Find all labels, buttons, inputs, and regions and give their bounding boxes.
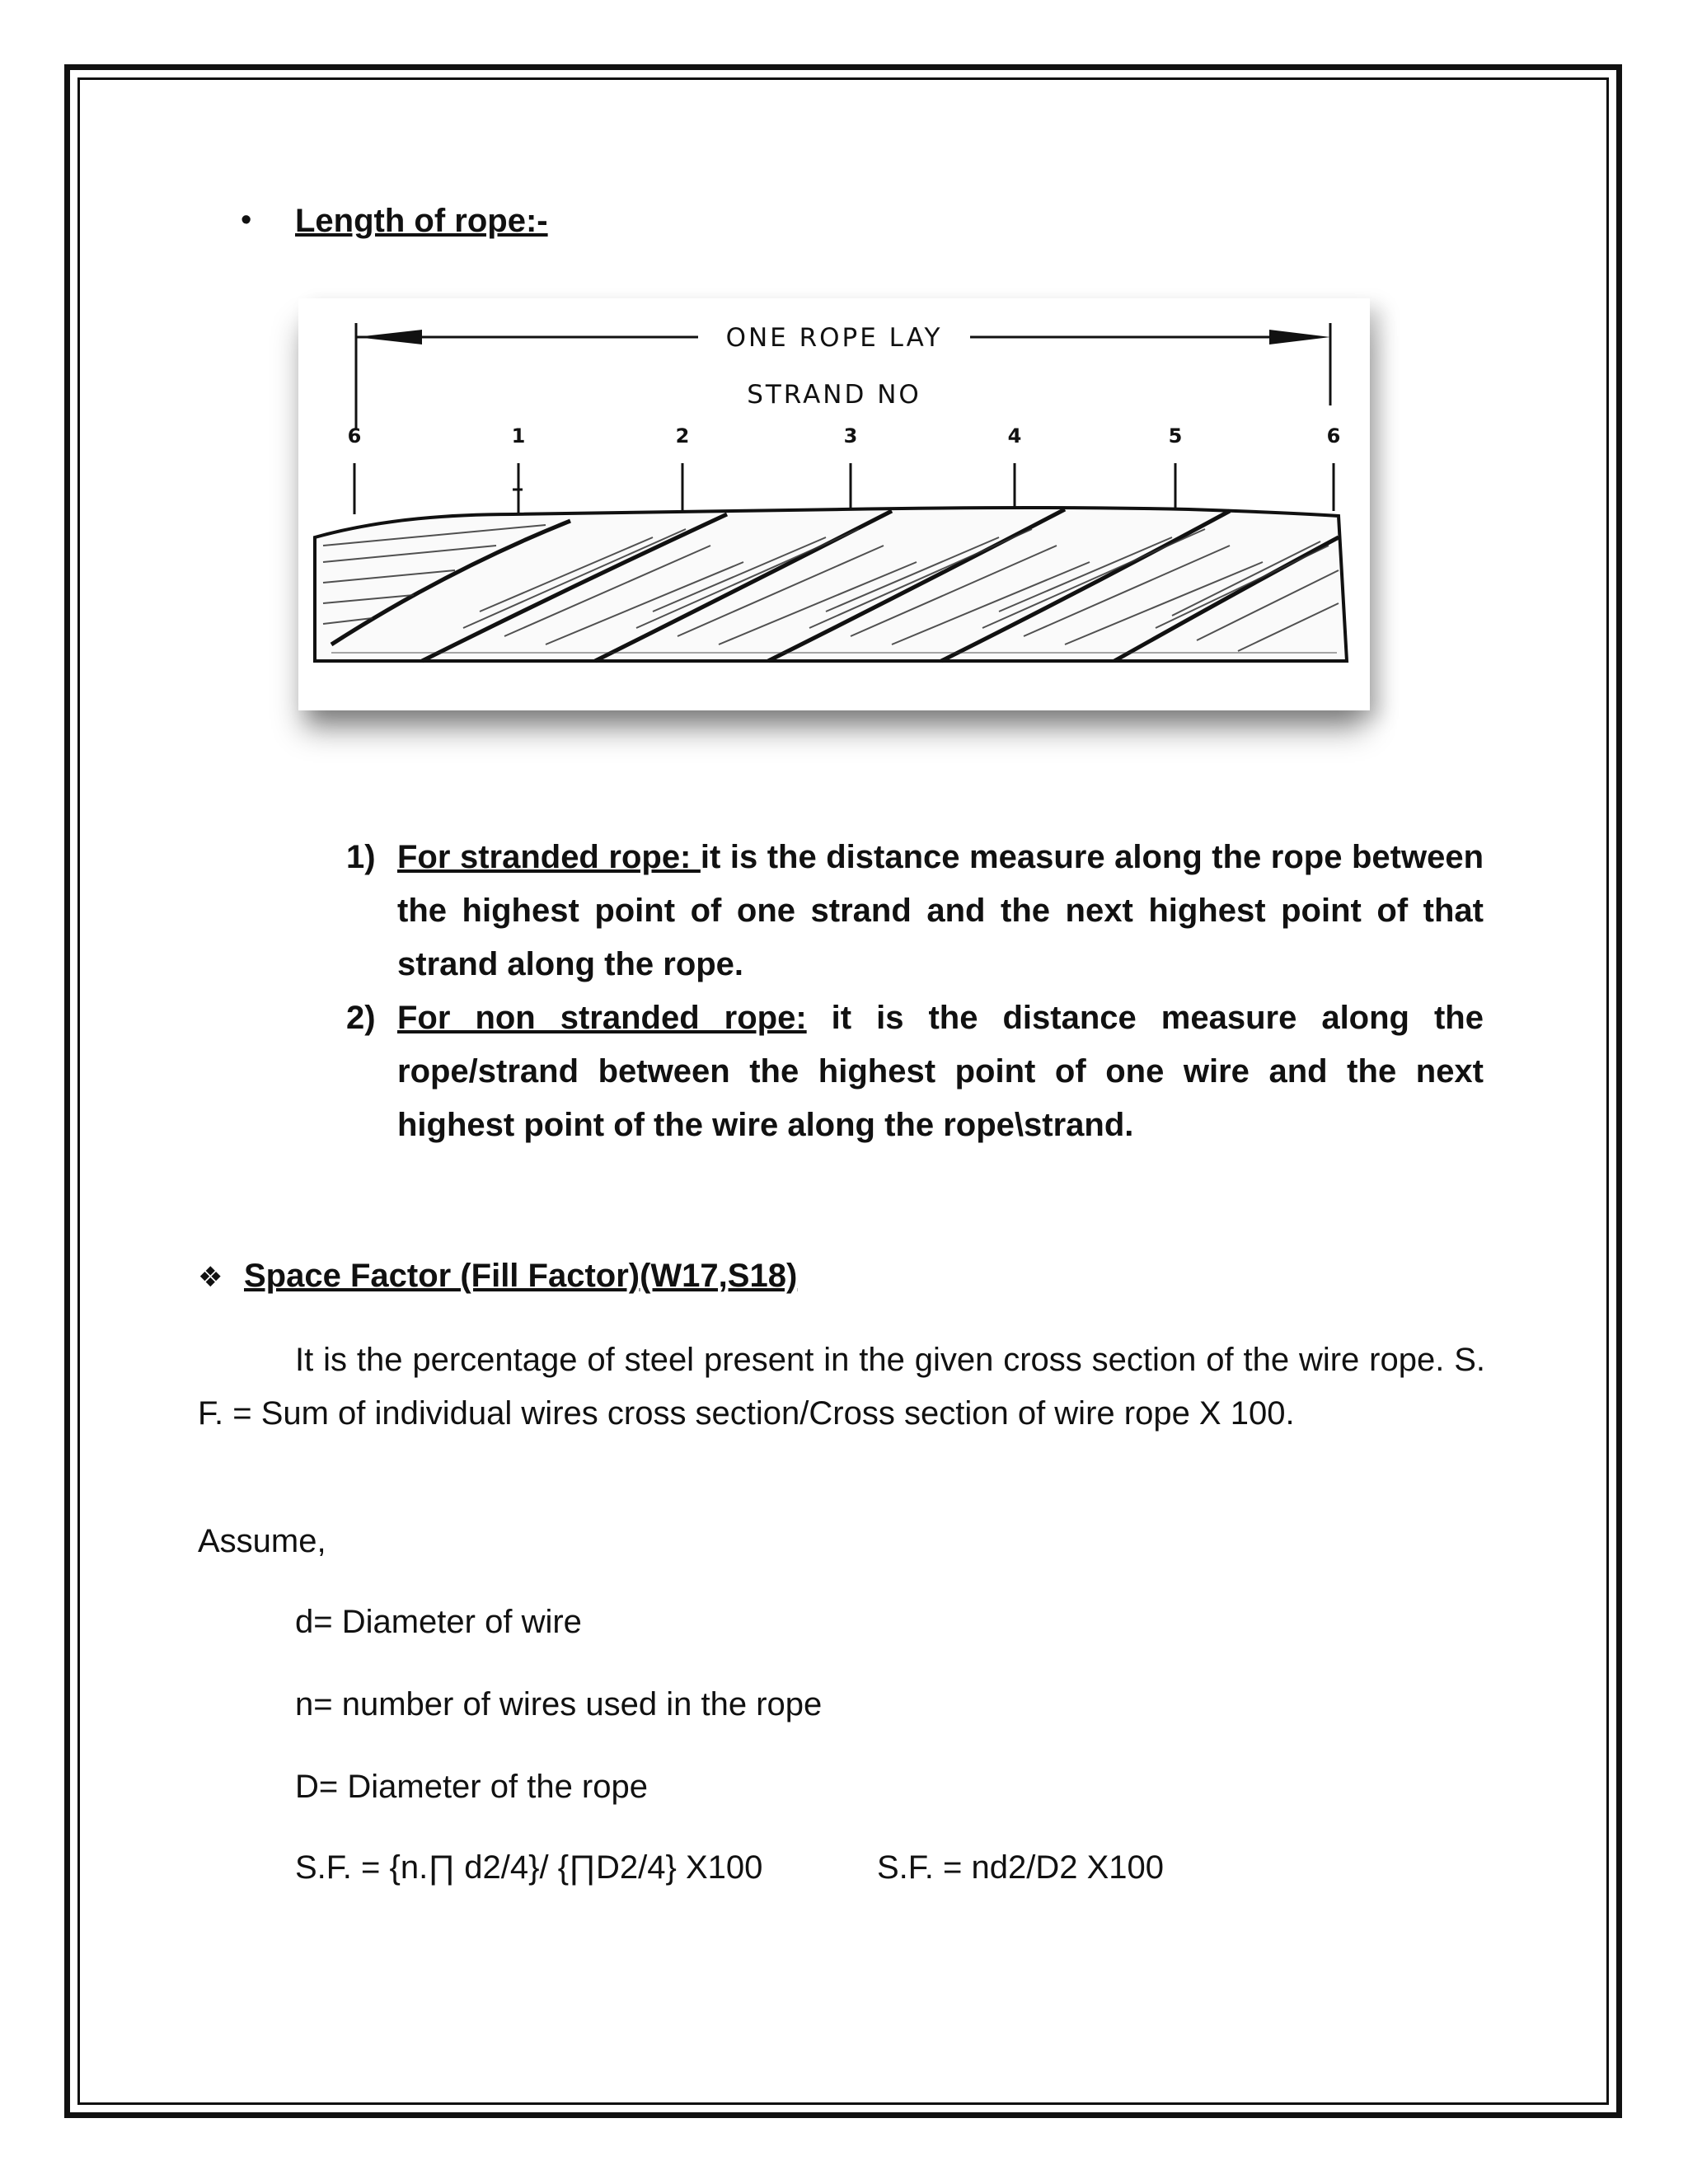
strand-number: 2 bbox=[675, 424, 690, 448]
right-arrow-icon bbox=[1269, 330, 1330, 344]
variable-n: n= number of wires used in the rope bbox=[295, 1686, 823, 1722]
formula-2: S.F. = nd2/D2 X100 bbox=[877, 1849, 1165, 1886]
strand-number: 6 bbox=[347, 424, 362, 448]
list-number: 2) bbox=[346, 1000, 376, 1036]
strand-tick-lines bbox=[354, 463, 1334, 514]
definition-text: it is the distance measure along the rope between the highest point of one strand and the next highest point of that strand along the rope. bbox=[397, 839, 1484, 982]
list-item bbox=[346, 831, 1484, 991]
space-factor-heading: Space Factor (Fill Factor)(W17,S18) bbox=[244, 1258, 798, 1294]
strand-number: 3 bbox=[843, 424, 858, 448]
length-of-rope-heading: Length of rope:- bbox=[295, 203, 548, 239]
rope-lay-definitions bbox=[346, 831, 1484, 1152]
rope-lay-diagram bbox=[298, 298, 1370, 710]
definition-term: For stranded rope: bbox=[397, 839, 701, 875]
variable-d: d= Diameter of wire bbox=[295, 1604, 582, 1640]
strand-number: 6 bbox=[1326, 424, 1341, 448]
assume-label: Assume, bbox=[198, 1523, 326, 1559]
space-factor-paragraph: It is the percentage of steel present in the given cross section of the wire rope. S. F. = Sum of individual wires cross section/Cross section of wire rope X 100. bbox=[198, 1342, 1485, 1432]
list-number: 1) bbox=[346, 839, 376, 875]
diamond-bullet-icon: ❖ bbox=[198, 1262, 223, 1293]
one-rope-lay-label: ONE ROPE LAY bbox=[725, 323, 943, 353]
rope-lay-figure bbox=[298, 298, 1370, 710]
left-arrow-icon bbox=[356, 330, 422, 344]
definition-text: it is the distance measure along the rope/strand between the highest point of one wire and the next highest point of the wire along the rope\strand. bbox=[397, 1000, 1484, 1143]
space-factor-heading-row bbox=[198, 1258, 797, 1295]
definition-term: For non stranded rope: bbox=[397, 1000, 807, 1036]
strand-number: 5 bbox=[1168, 424, 1183, 448]
list-item bbox=[346, 991, 1484, 1152]
strand-number: 4 bbox=[1007, 424, 1022, 448]
variable-D: D= Diameter of the rope bbox=[295, 1769, 648, 1805]
strand-number: 1 bbox=[511, 424, 526, 448]
formula-1: S.F. = {n.∏ d2/4}/ {∏D2/4} X100 bbox=[295, 1849, 763, 1886]
bullet-icon: • bbox=[241, 203, 252, 237]
strand-no-label: STRAND NO bbox=[747, 380, 921, 410]
wire-rope-illustration bbox=[315, 508, 1347, 661]
